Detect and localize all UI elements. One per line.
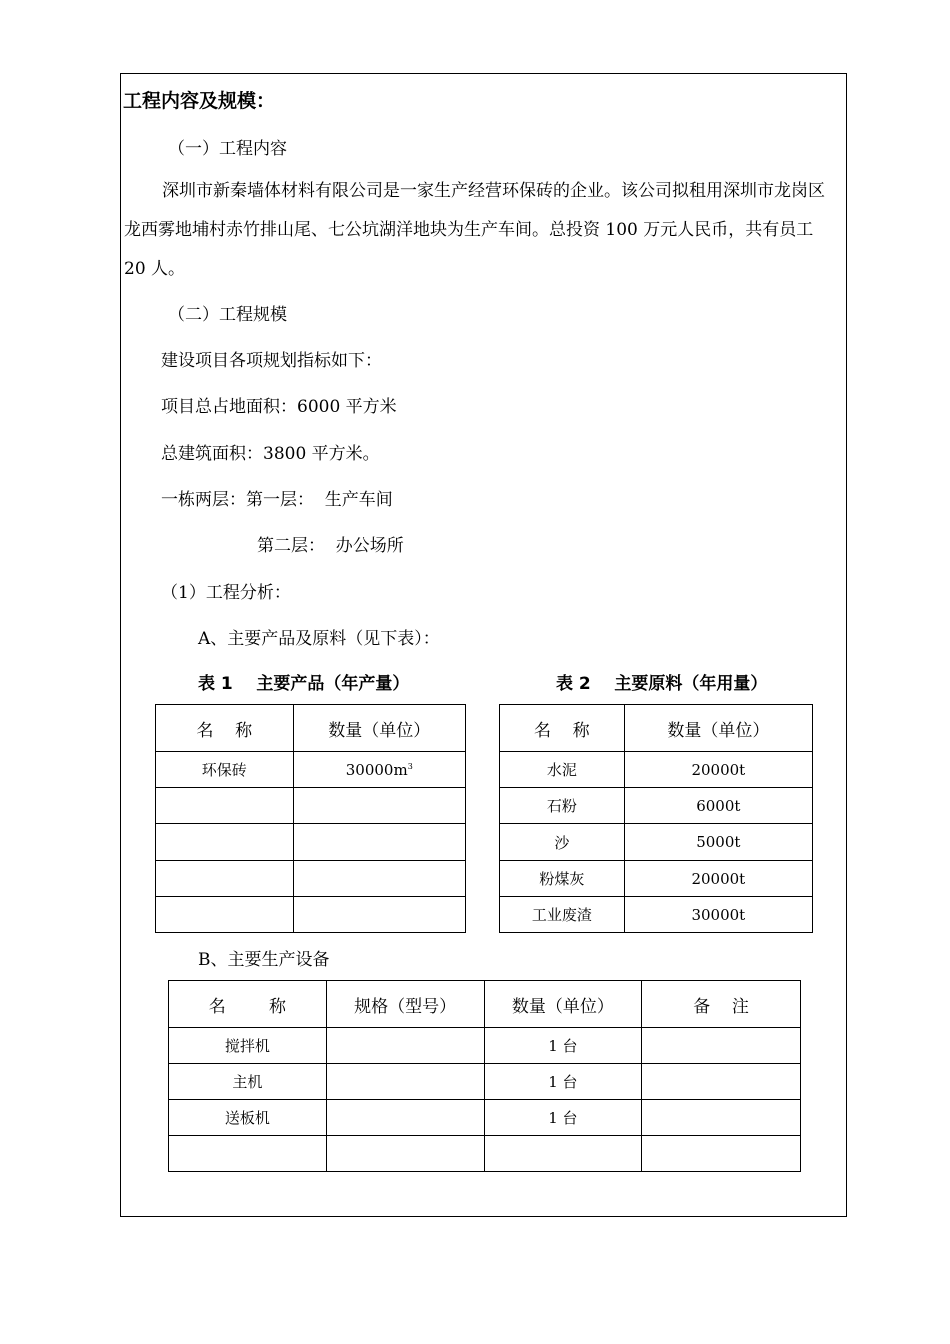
product-quantity: $30000m^3$ — [293, 752, 465, 788]
equipment-intro: B、主要生产设备 — [198, 950, 330, 970]
table-row — [156, 752, 466, 788]
material-name: 沙 — [500, 824, 625, 861]
table-row — [500, 861, 813, 897]
table-row — [500, 752, 813, 788]
equipment-name: 主机 — [169, 1064, 327, 1100]
equipment-quantity: 1 台 — [484, 1064, 642, 1100]
header-name: 名 称 — [169, 981, 327, 1028]
material-name: 石粉 — [500, 788, 625, 824]
materials-table — [499, 704, 813, 933]
products-table — [155, 704, 466, 933]
table-header-row — [500, 705, 813, 752]
equipment-name — [169, 1136, 327, 1172]
equipment-spec — [326, 1136, 484, 1172]
analysis-label: （1）工程分析： — [161, 583, 291, 603]
header-quantity: 数量（单位） — [293, 705, 465, 752]
table1-caption: 表 1 主要产品（年产量） — [198, 674, 410, 694]
header-name: 名 称 — [500, 705, 625, 752]
material-name: 水泥 — [500, 752, 625, 788]
table-row — [156, 824, 466, 861]
material-name: 粉煤灰 — [500, 861, 625, 897]
part1-title: （一）工程内容 — [168, 139, 287, 159]
equipment-name: 搅拌机 — [169, 1028, 327, 1064]
table-row — [500, 897, 813, 933]
material-quantity: 5000t — [624, 824, 812, 861]
table-row — [156, 861, 466, 897]
indicators-intro: 建设项目各项规划指标如下： — [161, 351, 382, 371]
product-name — [156, 861, 294, 897]
equipment-quantity: 1 台 — [484, 1028, 642, 1064]
part1-paragraph: 深圳市新秦墙体材料有限公司是一家生产经营环保砖的企业。该公司拟租用深圳市龙岗区龙西雾地埔村赤竹排山尾、七公坑湖洋地块为生产车间。总投资 100 万元人民币，共有员工 20 人。 — [124, 181, 825, 279]
header-quantity: 数量（单位） — [484, 981, 642, 1028]
table-row — [156, 897, 466, 933]
product-name — [156, 824, 294, 861]
equipment-spec — [326, 1100, 484, 1136]
equipment-table — [168, 980, 801, 1172]
equipment-name: 送板机 — [169, 1100, 327, 1136]
product-quantity — [293, 788, 465, 824]
header-note: 备 注 — [642, 981, 801, 1028]
equipment-note — [642, 1100, 801, 1136]
section-title: 工程内容及规模： — [123, 90, 276, 112]
product-name: 环保砖 — [156, 752, 294, 788]
land-area: 项目总占地面积：6000 平方米 — [161, 397, 397, 417]
table-row — [169, 1064, 801, 1100]
product-name — [156, 788, 294, 824]
header-spec: 规格（型号） — [326, 981, 484, 1028]
table-row — [500, 788, 813, 824]
part2-title: （二）工程规模 — [168, 305, 287, 325]
table-header-row — [169, 981, 801, 1028]
product-quantity — [293, 824, 465, 861]
table-row — [500, 824, 813, 861]
equipment-spec — [326, 1028, 484, 1064]
table-header-row — [156, 705, 466, 752]
material-quantity: 30000t — [624, 897, 812, 933]
material-quantity: 20000t — [624, 752, 812, 788]
table2-caption: 表 2 主要原料（年用量） — [556, 674, 768, 694]
floor-2: 第二层： 办公场所 — [257, 536, 404, 556]
equipment-note — [642, 1136, 801, 1172]
building-area: 总建筑面积：3800 平方米。 — [161, 444, 380, 464]
header-quantity: 数量（单位） — [624, 705, 812, 752]
material-quantity: 6000t — [624, 788, 812, 824]
product-quantity — [293, 897, 465, 933]
products-intro: A、主要产品及原料（见下表）： — [198, 629, 440, 649]
equipment-spec — [326, 1064, 484, 1100]
product-quantity — [293, 861, 465, 897]
equipment-quantity — [484, 1136, 642, 1172]
header-name: 名 称 — [156, 705, 294, 752]
floor-1: 一栋两层：第一层： 生产车间 — [161, 490, 393, 510]
table-row — [169, 1100, 801, 1136]
table-row — [156, 788, 466, 824]
product-name — [156, 897, 294, 933]
equipment-quantity: 1 台 — [484, 1100, 642, 1136]
equipment-note — [642, 1064, 801, 1100]
material-name: 工业废渣 — [500, 897, 625, 933]
table-row — [169, 1136, 801, 1172]
table-row — [169, 1028, 801, 1064]
material-quantity: 20000t — [624, 861, 812, 897]
equipment-note — [642, 1028, 801, 1064]
